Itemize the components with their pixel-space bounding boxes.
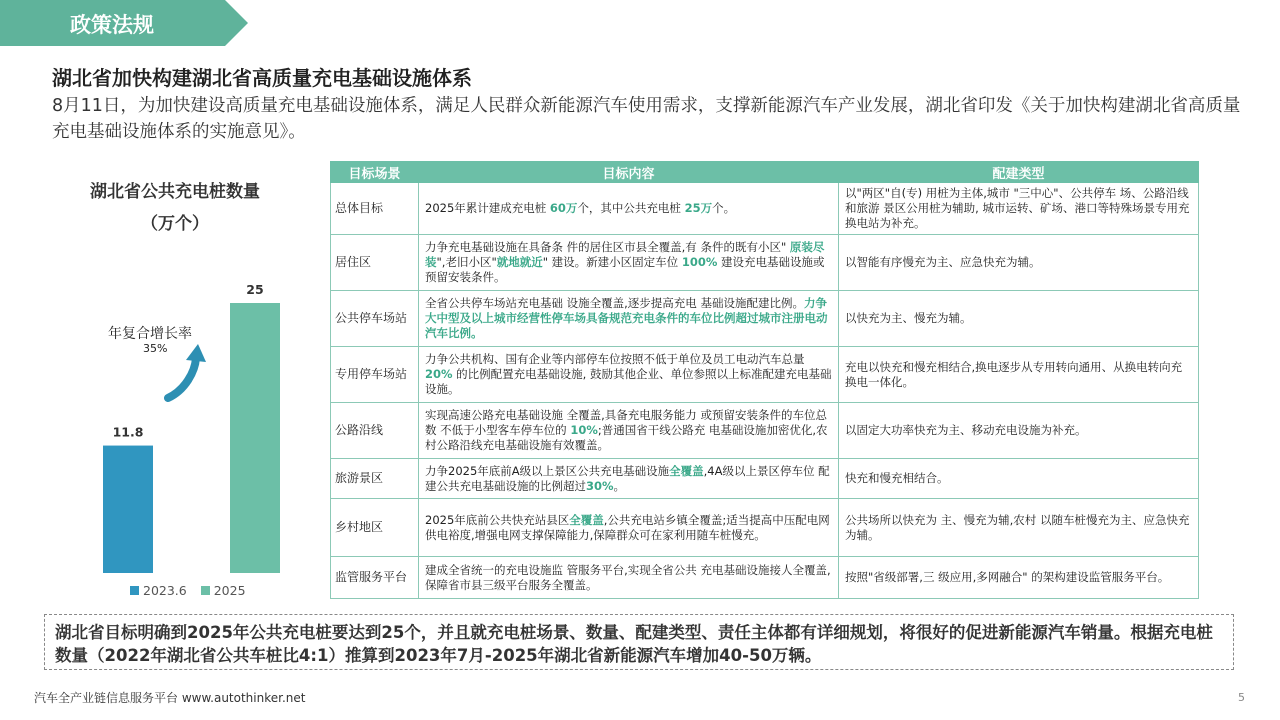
page-title: 湖北省加快构建湖北省高质量充电基础设施体系	[52, 66, 472, 90]
chart-title	[80, 176, 270, 240]
table-row	[331, 557, 1199, 599]
cell-type: 以快充为主、慢充为辅。	[839, 291, 1199, 347]
content-text: 个，其中公共充电桩	[577, 201, 685, 215]
cell-content	[419, 291, 839, 347]
cell-type: 以固定大功率快充为主、移动充电设施为补充。	[839, 403, 1199, 459]
policy-table	[330, 161, 1199, 599]
cell-scene: 总体目标	[331, 183, 419, 235]
cell-scene: 公共停车场站	[331, 291, 419, 347]
cagr-label: 年复合增长率	[108, 326, 192, 342]
content-text: 实现高速公路充电基础设施 全覆盖,具备充电服务能力 或预留安装条件的车位总数 不低于小型客车停车位的	[425, 408, 827, 437]
content-text: 建设充电基础设施或 预留安装条件。	[425, 255, 825, 284]
legend-label-2023-6: 2023.6	[143, 582, 187, 598]
cell-content	[419, 403, 839, 459]
cell-type: 快充和慢充相结合。	[839, 459, 1199, 499]
growth-arrow-head-icon	[186, 344, 206, 362]
highlight-text: 原装尽装	[425, 240, 825, 269]
cell-scene: 乡村地区	[331, 499, 419, 557]
content-text: 的比例配置充电基础设施, 鼓励其他企业、单位参照以上标准配建充电基础设施。	[425, 367, 832, 396]
highlight-text: 10%	[570, 423, 598, 437]
cell-content	[419, 235, 839, 291]
content-text: 全省公共停车场站充电基础 设施全覆盖,逐步提高充电 基础设施配建比例。	[425, 296, 804, 310]
header-content: 目标内容	[419, 162, 839, 183]
table-row	[331, 347, 1199, 403]
content-text: 2025年累计建成充电桩	[425, 201, 550, 215]
cell-type: 公共场所以快充为 主、慢充为辅,农村 以随车桩慢充为主、应急快充为辅。	[839, 499, 1199, 557]
legend-item-2025	[201, 582, 246, 598]
cell-type: 以智能有序慢充为主、应急快充为辅。	[839, 235, 1199, 291]
content-text: " 建设。新建小区固定车位	[542, 255, 682, 269]
footer-source: 汽车全产业链信息服务平台 www.autothinker.net	[34, 691, 306, 705]
legend-label-2025: 2025	[213, 582, 246, 598]
table-header-row	[331, 162, 1199, 183]
content-text: 力争2025年底前A级以上景区公共充电基础设施	[425, 463, 670, 478]
cell-scene: 监管服务平台	[331, 557, 419, 599]
highlight-text: 20%	[425, 367, 453, 381]
highlight-text: 25万	[684, 201, 713, 215]
cell-scene: 旅游景区	[331, 459, 419, 499]
cell-content	[419, 183, 839, 235]
lead-paragraph: 8月11日，为加快建设高质量充电基础设施体系，满足人民群众新能源汽车使用需求，支撑新能源汽车产业发展，湖北省印发《关于加快构建湖北省高质量充电基础设施体系的实施意见》。	[52, 96, 1241, 142]
highlight-text: 30%	[586, 478, 614, 493]
legend-swatch-2025	[201, 586, 210, 595]
header-type: 配建类型	[839, 162, 1199, 183]
page-number: 5	[1238, 691, 1245, 704]
highlight-text: 60万	[549, 201, 578, 215]
table-row	[331, 459, 1199, 499]
chart-title-line1: 湖北省公共充电桩数量	[90, 182, 260, 202]
content-text: 力争公共机构、国有企业等内部停车位按照不低于单位及员工电动汽车总量	[425, 352, 805, 366]
data-label-2023-6: 11.8	[112, 424, 144, 440]
table-row	[331, 403, 1199, 459]
highlight-text: 全覆盖	[569, 512, 604, 527]
highlight-text: 100%	[681, 255, 718, 269]
bar-2025	[230, 303, 280, 573]
content-text: 建成全省统一的充电设施监 管服务平台,实现全省公共 充电基础设施接人全覆盖, 保障省市县三级平台服务全覆盖。	[425, 562, 831, 592]
highlight-text: 力争大中型及以上城市经营性停车场具备规范充电条件的车位比例超过城市注册电动汽车比例。	[425, 296, 828, 340]
cell-type: 充电以快充和慢充相结合,换电逐步从专用转向通用、从换电转向充换电一体化。	[839, 347, 1199, 403]
data-label-2025: 25	[246, 282, 264, 297]
highlight-text: 全覆盖	[669, 463, 704, 478]
table-row	[331, 183, 1199, 235]
conclusion-box: 湖北省目标明确到2025年公共充电桩要达到25个，并且就充电桩场景、数量、配建类型、责任主体都有详细规划，将很好的促进新能源汽车销量。根据充电桩数量（2022年湖北省公共车桩比4:1）推算到2023年7月-2025年湖北省新能源汽车增加40-50万辆。	[44, 614, 1234, 670]
cagr-value: 35%	[143, 342, 168, 355]
cell-content	[419, 557, 839, 599]
content-text: ",老旧小区"	[436, 255, 497, 269]
cell-type: 按照"省级部署,三 级应用,多网融合" 的架构建设监管服务平台。	[839, 557, 1199, 599]
chart-legend	[130, 581, 256, 598]
legend-swatch-2023-6	[130, 586, 139, 595]
bar-chart	[90, 260, 290, 580]
content-text: 力争充电基础设施在具备条 件的居住区市县全覆盖,有 条件的既有小区"	[425, 240, 790, 254]
legend-item-2023-6	[130, 582, 187, 598]
content-text: ;普通国省干线公路充 电基础设施加密优化,农村公路沿线充电基础设施有效覆盖。	[425, 423, 828, 452]
content-text: 2025年底前公共快充站县区	[425, 512, 570, 527]
content-text: 。	[613, 478, 626, 493]
header-scene: 目标场景	[331, 162, 419, 183]
cell-content	[419, 499, 839, 557]
cell-scene: 公路沿线	[331, 403, 419, 459]
content-text: 个。	[712, 201, 736, 215]
highlight-text: 就地就近	[496, 255, 543, 269]
cell-content	[419, 347, 839, 403]
growth-arrow-icon	[168, 358, 196, 398]
cell-scene: 居住区	[331, 235, 419, 291]
section-title: 政策法规	[70, 13, 154, 37]
table-row	[331, 235, 1199, 291]
content-text: ,公共充电站乡镇全覆盖;适当提高中压配电网供电裕度,增强电网支撑保障能力,保障群众可在家利用随车桩慢充。	[425, 512, 830, 542]
bar-2023-6	[103, 446, 153, 573]
table-row	[331, 499, 1199, 557]
table-row	[331, 291, 1199, 347]
cell-content	[419, 459, 839, 499]
cell-type: 以"两区"自(专) 用桩为主体,城市 "三中心"、公共停车 场、公路沿线和旅游 景区公用桩为辅助, 城市运转、矿场、港口等特殊场景专用充 换电站为补充。	[839, 183, 1199, 235]
chart-title-line2: （万个）	[141, 214, 209, 234]
cell-scene: 专用停车场站	[331, 347, 419, 403]
content-text: ,4A级以上景区停车位 配建公共充电基础设施的比例超过	[425, 463, 830, 493]
